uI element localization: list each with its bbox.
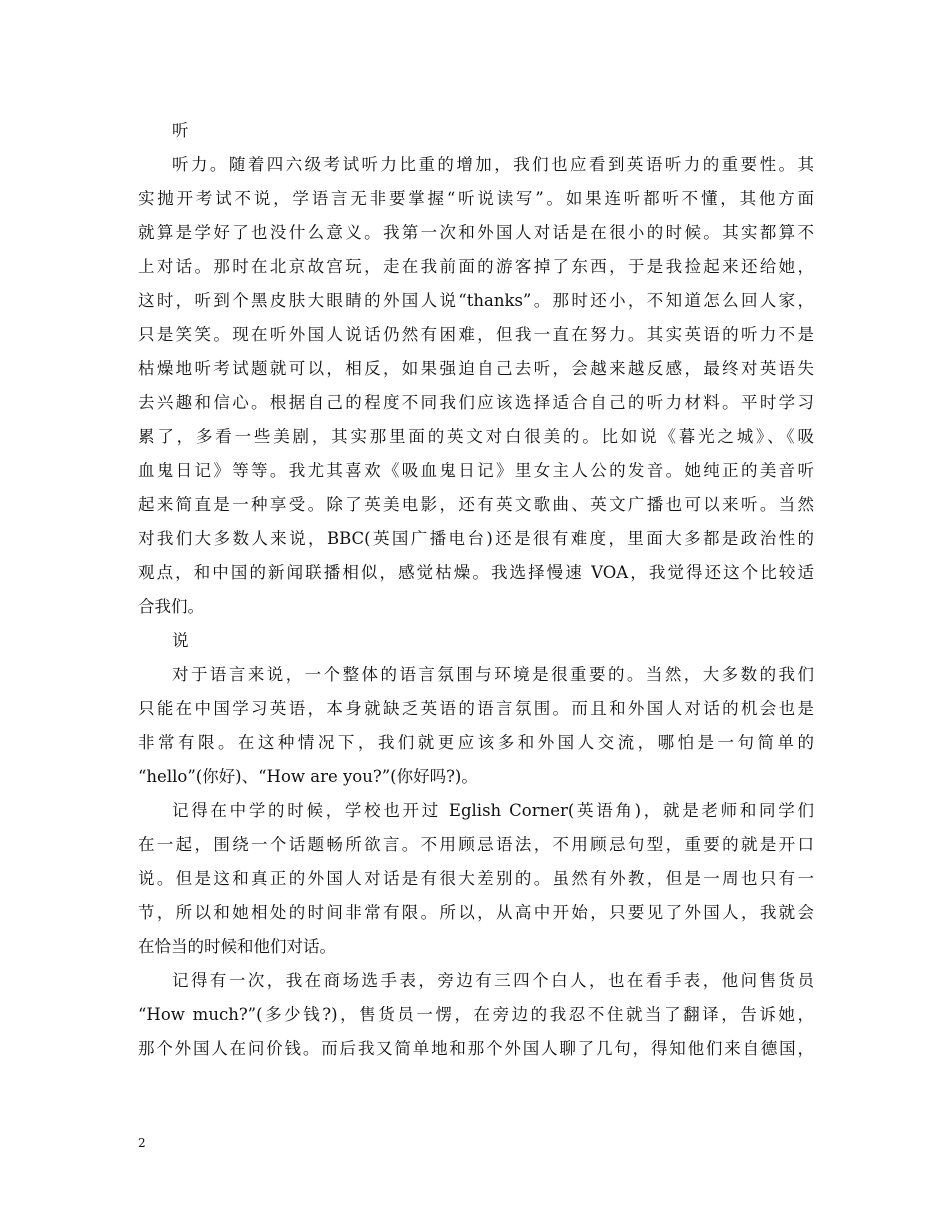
text-line: 实抛开考试不说，学语言无非要掌握“听说读写”。如果连听都听不懂，其他方面 <box>138 189 814 208</box>
text-line: “hello”(你好)、“How are you?”(你好吗?)。 <box>138 767 478 786</box>
text-line: 累了，多看一些美剧，其实那里面的英文对白很美的。比如说《暮光之城》、《吸 <box>138 427 814 446</box>
text-line: 去兴趣和信心。根据自己的程度不同我们应该选择适合自己的听力材料。平时学习 <box>138 393 814 412</box>
section-heading: 说 <box>172 631 189 650</box>
text-line: 对我们大多数人来说，BBC(英国广播电台)还是很有难度，里面大多都是政治性的 <box>138 529 814 548</box>
text-line: 非常有限。在这种情况下，我们就更应该多和外国人交流，哪怕是一句简单的 <box>138 733 814 752</box>
text-line: 只是笑笑。现在听外国人说话仍然有困难，但我一直在努力。其实英语的听力不是 <box>138 325 814 344</box>
text-line: 在恰当的时候和他们对话。 <box>138 937 336 956</box>
text-line: 听力。随着四六级考试听力比重的增加，我们也应看到英语听力的重要性。其 <box>172 155 814 174</box>
paragraph <box>138 794 814 964</box>
text-line: 节，所以和她相处的时间非常有限。所以，从高中开始，只要见了外国人，我就会 <box>138 903 814 922</box>
text-line: 那个外国人在问价钱。而后我又简单地和那个外国人聊了几句，得知他们来自德国， <box>138 1039 814 1058</box>
text-line: “How much?”(多少钱?)，售货员一愣，在旁边的我忍不住就当了翻译，告诉她， <box>138 1005 814 1024</box>
document-body <box>138 114 814 1066</box>
text-line: 记得在中学的时候，学校也开过 Eglish Corner(英语角)，就是老师和同学们 <box>172 801 814 820</box>
text-line: 上对话。那时在北京故宫玩，走在我前面的游客掉了东西，于是我捡起来还给她， <box>138 257 814 276</box>
page-number: 2 <box>138 1136 146 1150</box>
section-heading: 听 <box>172 121 189 140</box>
text-line: 合我们。 <box>138 597 204 616</box>
text-line: 血鬼日记》等等。我尤其喜欢《吸血鬼日记》里女主人公的发音。她纯正的美音听 <box>138 461 814 480</box>
text-line: 对于语言来说，一个整体的语言氛围与环境是很重要的。当然，大多数的我们 <box>172 665 814 684</box>
text-line: 观点，和中国的新闻联播相似，感觉枯燥。我选择慢速 VOA，我觉得还这个比较适 <box>138 563 814 582</box>
text-line: 起来简直是一种享受。除了英美电影，还有英文歌曲、英文广播也可以来听。当然 <box>138 495 814 514</box>
text-line: 这时，听到个黑皮肤大眼睛的外国人说“thanks”。那时还小，不知道怎么回人家， <box>138 291 814 310</box>
text-line: 只能在中国学习英语，本身就缺乏英语的语言氛围。而且和外国人对话的机会也是 <box>138 699 814 718</box>
text-line: 枯燥地听考试题就可以，相反，如果强迫自己去听，会越来越反感，最终对英语失 <box>138 359 814 378</box>
text-line: 就算是学好了也没什么意义。我第一次和外国人对话是在很小的时候。其实都算不 <box>138 223 814 242</box>
paragraph <box>138 148 814 624</box>
paragraph <box>138 964 814 1066</box>
paragraph <box>138 658 814 794</box>
text-line: 说。但是这和真正的外国人对话是有很大差别的。虽然有外教，但是一周也只有一 <box>138 869 814 888</box>
text-line: 在一起，围绕一个话题畅所欲言。不用顾忌语法，不用顾忌句型，重要的就是开口 <box>138 835 814 854</box>
text-line: 记得有一次，我在商场选手表，旁边有三四个白人，也在看手表，他问售货员 <box>172 971 814 990</box>
